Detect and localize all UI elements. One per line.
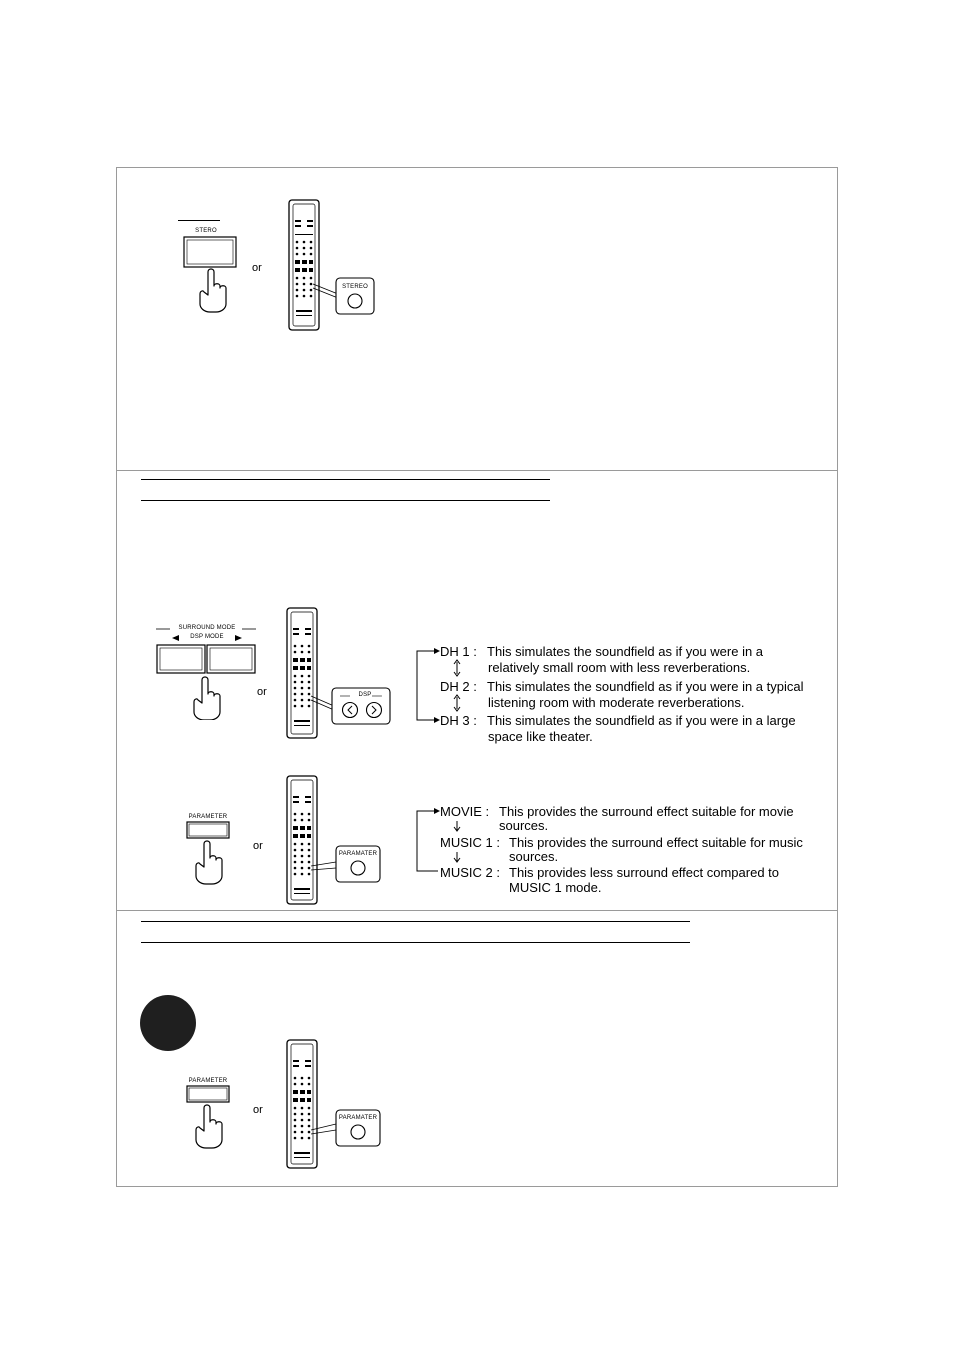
panel-label-rule bbox=[178, 220, 220, 221]
mode-text: This provides the surround effect suitable for movie bbox=[499, 804, 794, 819]
section-divider bbox=[116, 470, 838, 471]
remote-control-illustration bbox=[286, 198, 378, 334]
parameter-panel-button[interactable] bbox=[182, 820, 238, 886]
movie-description bbox=[440, 804, 794, 819]
dsp-remote-callout-label: DSP bbox=[358, 692, 372, 698]
parameter-remote-callout-label: PARAMATER bbox=[338, 1115, 378, 1121]
surround-mode-label: SURROUND MODE bbox=[178, 625, 236, 631]
stereo-remote-callout-label: STEREO bbox=[342, 284, 368, 290]
heading-rule bbox=[141, 942, 690, 943]
dh1-description bbox=[440, 644, 763, 659]
mode-text-continued: MUSIC 1 mode. bbox=[509, 880, 602, 895]
mode-text-continued: space like theater. bbox=[488, 729, 593, 744]
dsp-mode-label: DSP MODE bbox=[190, 634, 224, 640]
or-text: or bbox=[253, 1104, 263, 1116]
parameter-panel-label: PARAMETER bbox=[188, 814, 228, 820]
pointing-hand-icon bbox=[196, 841, 222, 884]
mode-label: MUSIC 1 : bbox=[440, 835, 500, 850]
up-down-arrow-icon bbox=[452, 694, 462, 712]
up-down-arrow-icon bbox=[452, 659, 462, 677]
music1-description bbox=[440, 835, 803, 850]
mode-label: DH 2 : bbox=[440, 679, 477, 694]
dsp-right-button[interactable] bbox=[367, 703, 382, 718]
mode-text-continued: sources. bbox=[509, 849, 559, 864]
parameter-remote-callout-label: PARAMATER bbox=[338, 851, 378, 857]
or-text: or bbox=[252, 262, 262, 274]
mode-label: MOVIE : bbox=[440, 804, 490, 819]
down-arrow-icon bbox=[452, 851, 462, 863]
pointing-hand-icon bbox=[200, 269, 226, 312]
dh3-description bbox=[440, 713, 796, 728]
mode-label: DH 3 : bbox=[440, 713, 477, 728]
remote-control-illustration bbox=[284, 774, 384, 908]
remote-control-illustration bbox=[284, 606, 394, 742]
mode-label: DH 1 : bbox=[440, 644, 477, 659]
mode-text-continued: relatively small room with less reverberations. bbox=[488, 660, 751, 675]
or-text: or bbox=[257, 686, 267, 698]
pointing-hand-icon bbox=[196, 1105, 222, 1148]
mode-text-continued: listening room with moderate reverberations. bbox=[488, 695, 745, 710]
remote-control-illustration bbox=[284, 1038, 384, 1172]
mode-text-continued: sources. bbox=[499, 818, 549, 833]
dh2-description bbox=[440, 679, 804, 694]
music2-description bbox=[440, 865, 779, 880]
dsp-mode-panel-buttons[interactable] bbox=[154, 624, 260, 720]
mode-text: This simulates the soundfield as if you were in a typical bbox=[487, 679, 804, 694]
parameter-panel-button[interactable] bbox=[182, 1084, 238, 1150]
parameter-panel-label: PARAMETER bbox=[188, 1078, 228, 1084]
pointing-hand-icon bbox=[194, 677, 220, 720]
stereo-panel-button[interactable] bbox=[180, 234, 240, 314]
heading-rule bbox=[141, 500, 550, 501]
heading-rule bbox=[141, 921, 690, 922]
mode-label: MUSIC 2 : bbox=[440, 865, 500, 880]
section-divider bbox=[116, 910, 838, 911]
mode-text: This provides less surround effect compared to bbox=[509, 865, 780, 880]
stereo-panel-label: STERO bbox=[195, 228, 217, 234]
mode-cycle-bracket bbox=[414, 644, 440, 726]
mode-cycle-bracket bbox=[414, 804, 440, 874]
heading-rule bbox=[141, 479, 550, 480]
step-bullet-icon bbox=[140, 995, 196, 1051]
mode-text: This provides the surround effect suitable for music bbox=[509, 835, 803, 850]
or-text: or bbox=[253, 840, 263, 852]
down-arrow-icon bbox=[452, 820, 462, 832]
mode-text: This simulates the soundfield as if you were in a large bbox=[487, 713, 796, 728]
mode-text: This simulates the soundfield as if you were in a bbox=[487, 644, 764, 659]
dsp-left-button[interactable] bbox=[343, 703, 358, 718]
